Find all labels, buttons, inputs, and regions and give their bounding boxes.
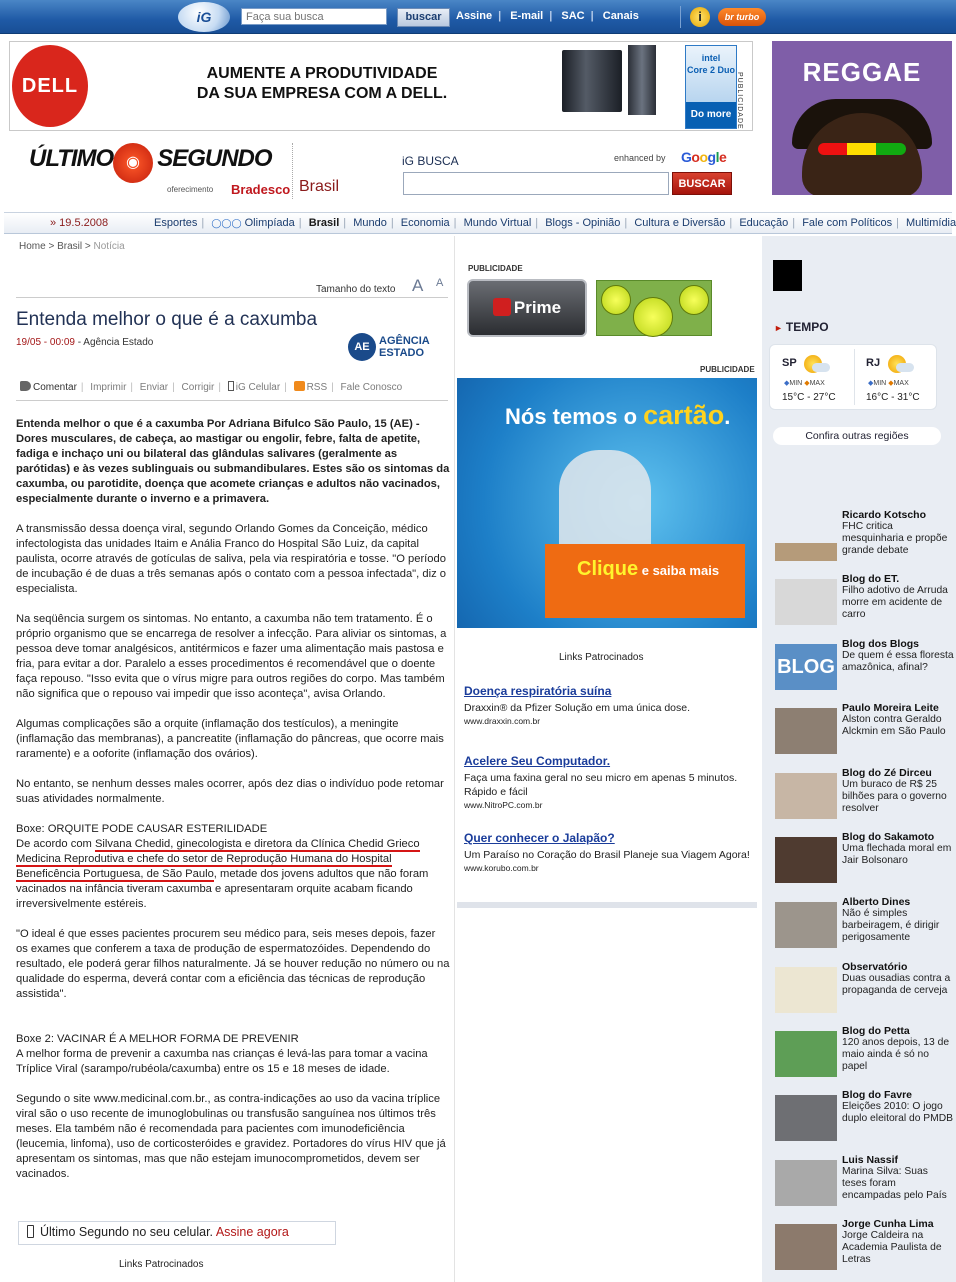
nav-mundo-virtual[interactable]: Mundo Virtual [463,217,532,229]
blog-photo: BLOG [775,644,837,690]
tool-ig-celular[interactable]: iG Celular [235,382,281,393]
ig-busca-label: iG BUSCA [402,154,459,168]
cellphone-icon [27,1225,34,1238]
outras-regioes-button[interactable]: Confira outras regiões [773,427,941,445]
ig-logo[interactable]: iG [178,2,230,32]
celular-text: Último Segundo no seu celular. [40,1225,216,1239]
blog-desc[interactable]: Duas ousadias contra a propaganda de cerveja [842,973,951,996]
divider [16,297,448,298]
blog-photo [775,708,837,754]
intel-logo: intel [701,53,721,63]
tool-corrigir[interactable]: Corrigir [181,382,215,393]
assine-agora-link[interactable]: Assine agora [215,1225,289,1239]
saiba-mais-text: e saiba mais [638,563,720,578]
nav-olimpiada[interactable] [207,217,298,229]
nav-cultura[interactable]: Cultura e Diversão [634,217,726,229]
article-paragraph: No entanto, se nenhum desses males ocorrer, após dez dias o indivíduo pode retomar suas atividades normalmente. [16,778,444,805]
blog-desc[interactable]: Alston contra Geraldo Alckmin em São Paulo [842,714,946,737]
reggae-title: REGGAE [802,57,922,87]
weather-city [854,345,938,409]
nav-mundo[interactable]: Mundo [353,217,387,229]
blog-item[interactable] [775,573,953,633]
google-search-button[interactable]: BUSCAR [672,172,732,195]
section-title: Brasil [299,178,340,195]
article-byline [16,337,153,348]
sponsored-title[interactable]: Doença respiratória suína [464,684,612,698]
link-sac[interactable]: SAC [561,10,585,22]
divider [292,143,293,199]
sponsored-desc: Faça uma faxina geral no seu micro em apenas 5 minutos. Rápido e fácil [464,772,738,798]
min-label: MIN [873,380,887,387]
oferecimento-label: oferecimento [167,185,214,194]
box2-title: Boxe 2: VACINAR É A MELHOR FORMA DE PREVENIR [16,1033,299,1045]
nav-multimidia[interactable]: Multimídia [906,217,956,229]
blog-photo [775,902,837,948]
ae-circle: AE [348,333,376,361]
nav-educacao[interactable]: Educação [739,217,789,229]
cartao-headline [505,400,730,431]
arrow-icon: ► [774,323,783,333]
current-date: » 19.5.2008 [50,217,109,229]
blog-name[interactable]: Alberto Dines [842,896,911,908]
intel-do-more: Do more [686,102,736,128]
smiley-icon [679,285,709,315]
blog-item[interactable] [775,767,953,827]
blog-item[interactable] [775,509,953,569]
prime-logo-icon [493,298,511,316]
blog-desc[interactable]: Um buraco de R$ 25 bilhões para o governo resolver [842,779,947,814]
max-label: MAX [893,380,909,387]
blog-name[interactable]: Blog do Favre [842,1089,913,1101]
link-email[interactable]: E-mail [510,10,544,22]
article-title: Entenda melhor o que é a caxumba [16,309,318,330]
blog-item[interactable] [775,1218,953,1278]
tool-rss[interactable]: RSS [306,382,328,393]
publicidade-label: PUBLICIDADE [468,264,523,273]
cloud-icon [896,363,914,372]
sponsored-title[interactable]: Quer conhecer o Jalapão? [464,831,615,845]
ae-line1: AGÊNCIA [379,335,430,347]
clique-word: Clique [577,558,639,580]
cloud-icon [812,363,830,372]
article-body [16,417,450,1197]
article-column [6,236,455,1282]
smiley-icon [633,297,673,337]
publicidade-label: PUBLICIDADE [700,365,755,374]
google-logo: Google [681,149,727,165]
sponsored-url[interactable]: www.NitroPC.com.br [464,800,543,810]
blog-name[interactable]: Paulo Moreira Leite [842,702,939,714]
text-size-increase-button[interactable]: A [412,276,424,295]
cellphone-icon [228,381,234,391]
agencia-estado-logo [348,333,448,363]
tool-imprimir[interactable]: Imprimir [90,382,127,393]
weather-minmax: ◆MIN ◆MAX [868,380,909,387]
text-size-decrease-button[interactable]: A [436,277,444,289]
link-canais[interactable]: Canais [602,10,639,22]
blog-name[interactable]: Luis Nassif [842,1154,899,1166]
blog-item[interactable] [775,831,953,891]
blog-name[interactable]: Observatório [842,961,908,973]
separator: | [590,10,594,22]
ad-column [457,236,760,1282]
blog-photo [775,1031,837,1077]
masthead [9,143,755,208]
blog-photo [775,1095,837,1141]
blog-photo [775,579,837,625]
box1 [16,822,450,912]
weather-city-name: SP [782,357,797,369]
megaphone-icon [20,381,31,391]
cartoon-glasses [818,143,906,155]
blog-item[interactable] [775,961,953,1021]
tempo-heading [774,320,829,334]
brturbo-logo[interactable]: br turbo [718,8,766,26]
google-search-input[interactable] [403,172,669,195]
bradesco-logo[interactable]: Bradesco [231,182,291,197]
blog-desc[interactable]: Filho adotivo de Arruda morre em acidente de carro [842,585,948,620]
clock-logo-icon: ◉ [113,143,153,183]
box2-text: A melhor forma de prevenir a caxumba nas crianças é levá-las para tomar a vacina Tríplice Viral (sarampo/rubéola/caxumba) entre os 15 e 18 meses de idade. [16,1048,428,1075]
blog-name[interactable]: Ricardo Kotscho [842,509,927,521]
sponsored-title[interactable]: Acelere Seu Computador. [464,754,611,768]
blog-desc[interactable]: De quem é essa floresta amazônica, afinal? [842,650,954,673]
logo-word-ultimo: ÚLTIMO [29,145,114,172]
breadcrumb-brasil[interactable]: Brasil [57,241,83,252]
right-sidebar [762,236,956,1282]
links-patrocinados-label: Links Patrocinados [119,1259,204,1270]
box1-highlight: Silvana Chedid, ginecologista e diretora da Clínica Chedid Grieco Medicina Reprodutiva e chefe do setor de Reprodução Humana do Hospital Beneficência Portuguesa, de São Paulo [16,838,420,880]
sponsored-desc: Draxxin® da Pfizer Solução em uma única dose. [464,702,691,714]
divider [16,400,448,401]
dell-logo: DELL [12,45,88,127]
blog-photo [775,837,837,883]
box1-title: Boxe: ORQUITE PODE CAUSAR ESTERILIDADE [16,823,268,835]
cartao-headline-pre: Nós temos o [505,404,644,429]
tool-enviar[interactable]: Enviar [139,382,169,393]
intel-core2-label: Core 2 Duo [686,65,735,75]
tool-comentar[interactable]: Comentar [33,382,77,393]
min-label: MIN [789,380,803,387]
article-paragraph: Algumas complicações são a orquite (inflamação dos testículos), a meningite (inflamação das membranas), a pancreatite (inflamação do pâncreas, que ocorre mais raramente) e a ooforite (inflamação dos ovários). [16,718,444,760]
celular-promo[interactable] [18,1221,336,1245]
ae-line2: ESTADO [379,347,425,359]
article-paragraph: "O ideal é que esses pacientes procurem seu médico para, seis meses depois, fazer os exames que conferem a taxa de produção de espermatozóides. Dependendo do resultado, ele poderá gerar filhos naturalmente. Já se houver redução no número ou na qualidade do esperma, deverá contar com a eficiência das técnicas de reprodução assistida". [16,928,450,1000]
nav-olimpiada-label: Olimpíada [244,217,295,229]
cartao-ad[interactable] [457,378,757,628]
blog-item[interactable] [775,638,953,698]
weather-box[interactable] [769,344,937,410]
blog-photo [775,773,837,819]
sponsored-url[interactable]: www.korubo.com.br [464,863,539,873]
clique-button[interactable] [545,544,745,618]
prime-ad[interactable] [467,279,587,337]
black-ad-placeholder[interactable] [773,260,802,291]
box2 [16,1032,450,1077]
blog-photo [775,1160,837,1206]
blog-desc[interactable]: Marina Silva: Suas teses foram encampadas pelo País [842,1166,947,1201]
blog-item[interactable] [775,1154,953,1214]
text-size-label: Tamanho do texto [316,284,396,295]
divider [680,6,681,28]
max-label: MAX [809,380,825,387]
enhanced-by-label: enhanced by [614,153,666,163]
section-nav [4,212,956,234]
nav-items: Esportes | ◯◯◯ Olimpíada | Brasil | Mundo | Economia | Mundo Virtual | Blogs - Opinião | Cultura e Diversão | Educação | Fale com Políticos | Multimídia [150,217,956,229]
weather-temps: 16°C - 31°C [866,392,920,403]
sponsored-link [464,684,754,726]
article-lead: Entenda melhor o que é a caxumba Por Adriana Bifulco São Paulo, 15 (AE) - Dores musculares, de cabeça, ao mastigar ou engolir, febre, falta de apetite, fadiga e inchaço uni ou bilateral das glândulas salivares (geralmente as parótidas) e às vezes sublinguais ou submandibulares. Estes são os sintomas da caxumba, ou parotidite, doença que acomete crianças e adultos não vacinados, especialmente durante o inverno e a primavera. [16,418,450,505]
article-paragraph: Segundo o site www.medicinal.com.br., as contra-indicações ao uso da vacina tríplice viral são o uso recente de imunoglobulinas ou transfusão sanguínea nos últimos três meses. Ela também não é recomendada para pacientes com imunodeficiência (leucemia, linfoma), uso de corticosteróides e gravidez. Portadores do vírus HIV que já apresentam os sintomas, mas que não estejam imunocomprometidos, devem ser vacinados. [16,1093,446,1180]
smiley-ad[interactable] [596,280,712,336]
nav-economia[interactable]: Economia [400,217,450,229]
sponsored-url[interactable]: www.draxxin.com.br [464,716,541,726]
cartao-headline-dot: . [724,404,731,429]
breadcrumb-home[interactable]: Home [19,241,46,252]
nav-blogs-opiniao[interactable]: Blogs - Opinião [545,217,621,229]
nav-brasil[interactable]: Brasil [308,217,340,229]
blog-desc[interactable]: FHC critica mesquinharia e propõe grande debate [842,521,948,556]
box1-pre: De acordo com [16,838,95,850]
nav-esportes[interactable]: Esportes [154,217,198,229]
sponsored-link [464,831,754,873]
link-assine[interactable]: Assine [456,10,493,22]
smiley-icon [601,285,631,315]
blog-name[interactable]: Blog do Zé Dirceu [842,767,932,779]
logo-word-segundo: SEGUNDO [157,145,272,172]
nav-fale-politicos[interactable]: Fale com Políticos [802,217,893,229]
blog-name[interactable]: Jorge Cunha Lima [842,1218,934,1230]
article-source: - Agência Estado [74,337,154,348]
blog-desc[interactable]: Uma flechada moral em Jair Bolsonaro [842,843,952,866]
dell-headline-line1: AUMENTE A PRODUTIVIDADE [206,65,438,82]
reggae-banner-ad[interactable] [772,41,952,195]
blog-name[interactable]: Blog dos Blogs [842,638,919,650]
blog-photo [775,543,837,561]
links-patrocinados-label: Links Patrocinados [559,652,644,663]
dell-headline [142,64,502,104]
blog-item[interactable] [775,1025,953,1085]
top-links [456,10,639,22]
article-toolbar: Comentar | Imprimir | Enviar | Corrigir | iG Celular | RSS | Fale Conosco [20,381,402,393]
prime-label: Prime [513,298,562,317]
blog-photo [775,967,837,1013]
top-search-button[interactable]: buscar [397,8,450,27]
sponsored-link [464,754,754,810]
tool-fale-conosco[interactable]: Fale Conosco [340,382,403,393]
desktop-tower-image [628,45,656,115]
ig-top-bar [0,0,956,34]
publicidade-label: PUBLICIDADE [736,72,743,130]
blog-name[interactable]: Blog do Sakamoto [842,831,935,843]
separator: | [498,10,502,22]
rss-icon [294,381,305,391]
info-icon[interactable]: i [690,7,710,27]
blog-item[interactable] [775,1089,953,1149]
weather-city-name: RJ [866,357,881,369]
article-paragraph: Na seqüência surgem os sintomas. No entanto, a caxumba não tem tratamento. É o próprio organismo que se encarrega de resolver a infecção. Para aliviar os sintomas, a pessoa deve tomar analgésicos, antitérmicos e fazer uma alimentação mais pastosa e fria, para evitar a dor. Paralelo a esses procedimentos é recomendável que o doente faça repouso. "Isso evita que o vírus migre para outros regiões do corpo. Mas também não significa que o repouso vai impedir que isso aconteça", avisa Orlando. [16,613,447,700]
sponsored-desc: Um Paraíso no Coração do Brasil Planeje sua Viagem Agora! [464,849,750,861]
olympic-rings-icon: ◯◯◯ [211,218,242,228]
blog-desc[interactable]: Eleições 2010: O jogo duplo eleitoral do PMDB [842,1101,954,1124]
blog-name[interactable]: Blog do ET. [842,573,900,585]
blog-desc[interactable]: 120 anos depois, 13 de maio ainda é só no papel [842,1037,950,1072]
breadcrumb-current: Notícia [93,241,125,252]
divider [457,902,757,908]
monitor-image [562,50,622,112]
article-date: 19/05 - 00:09 [16,337,75,348]
blog-photo [775,1224,837,1270]
weather-temps: 15°C - 27°C [782,392,836,403]
blog-item[interactable] [775,896,953,956]
separator: | [549,10,553,22]
weather-minmax: ◆MIN ◆MAX [784,380,825,387]
blog-desc[interactable]: Não é simples barbeiragem, é dirigir perigosamente [842,908,940,943]
breadcrumb: Home > Brasil > Notícia [19,241,125,252]
blog-item[interactable] [775,702,953,762]
dell-headline-line2: DA SUA EMPRESA COM A DELL. [196,85,448,102]
intel-badge [685,45,737,129]
weather-city [770,345,854,409]
top-search-input[interactable] [241,8,387,25]
blog-desc[interactable]: Jorge Caldeira na Academia Paulista de Letras [842,1230,942,1265]
article-paragraph: A transmissão dessa doença viral, segundo Orlando Gomes da Conceição, médico infectologista das unidades Itaim e Anália Franco do Hospital São Luiz, da capital paulista, ocorre através de gotículas de saliva, pela via respiratória e tosse. "O período de incubação é de duas a três semanas após o contato com a pessoa infectada", diz o especialista. [16,523,446,595]
dell-banner-ad[interactable] [9,41,753,131]
ae-text [379,335,430,359]
blog-name[interactable]: Blog do Petta [842,1025,910,1037]
box1-post: , metade dos jovens adultos que não foram vacinados na infância tiveram caxumba e apresentaram orquite acabam ficando irreversivelmente estéreis. [16,868,429,910]
tempo-label: TEMPO [785,320,829,334]
cartao-headline-hl: cartão [643,400,725,430]
